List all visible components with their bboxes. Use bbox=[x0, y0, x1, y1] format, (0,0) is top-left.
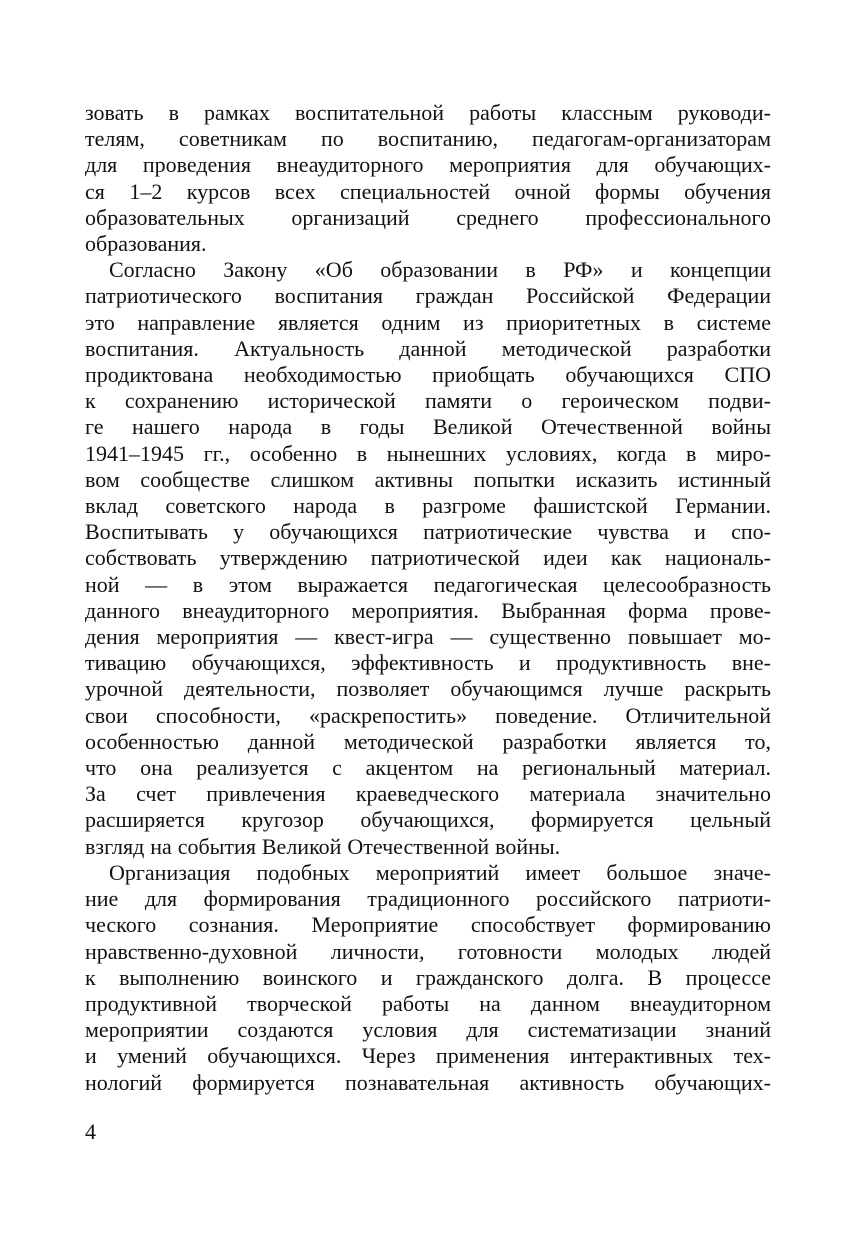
text-line: расширяется кругозор обучающихся, формируется цельный bbox=[85, 807, 771, 833]
text-line: к сохранению исторической памяти о героическом подви- bbox=[85, 388, 771, 414]
text-line: нологий формируется познавательная активность обучающих- bbox=[85, 1069, 771, 1095]
text-line: нравственно-духовной личности, готовности молодых людей bbox=[85, 938, 771, 964]
text-line: вом сообществе слишком активны попытки исказить истинный bbox=[85, 466, 771, 492]
text-line: урочной деятельности, позволяет обучающимся лучше раскрыть bbox=[85, 676, 771, 702]
text-line: 1941–1945 гг., особенно в нынешних условиях, когда в миро- bbox=[85, 440, 771, 466]
text-line: свои способности, «раскрепостить» поведение. Отличительной bbox=[85, 702, 771, 728]
text-line: особенностью данной методической разработки является то, bbox=[85, 728, 771, 754]
text-line: воспитания. Актуальность данной методической разработки bbox=[85, 335, 771, 361]
page-number: 4 bbox=[85, 1119, 96, 1144]
text-line: Согласно Закону «Об образовании в РФ» и концепции bbox=[109, 257, 771, 283]
text-line: к выполнению воинского и гражданского долга. В процессе bbox=[85, 964, 771, 990]
text-line: ге нашего народа в годы Великой Отечественной войны bbox=[85, 414, 771, 440]
text-line: ческого сознания. Мероприятие способствует формированию bbox=[85, 912, 771, 938]
text-line: дения мероприятия — квест-игра — существенно повышает мо- bbox=[85, 624, 771, 650]
paragraph bbox=[85, 100, 771, 257]
text-block bbox=[85, 100, 771, 1096]
text-line: что она реализуется с акцентом на региональный материал. bbox=[85, 755, 771, 781]
text-line: взгляд на события Великой Отечественной войны. bbox=[85, 833, 561, 859]
text-line: ние для формирования традиционного российского патриоти- bbox=[85, 886, 771, 912]
text-line: ной — в этом выражается педагогическая целесообразность bbox=[85, 571, 771, 597]
text-line: и умений обучающихся. Через применения интерактивных тех- bbox=[85, 1043, 771, 1069]
text-line: Организация подобных мероприятий имеет большое значе- bbox=[109, 859, 771, 885]
text-line: Воспитывать у обучающихся патриотические чувства и спо- bbox=[85, 519, 771, 545]
text-line: тивацию обучающихся, эффективность и продуктивность вне- bbox=[85, 650, 771, 676]
text-line: образования. bbox=[85, 231, 207, 257]
text-line: ся 1–2 курсов всех специальностей очной формы обучения bbox=[85, 178, 771, 204]
paragraph bbox=[85, 860, 771, 1096]
text-line: продиктована необходимостью приобщать обучающихся СПО bbox=[85, 362, 771, 388]
text-line: это направление является одним из приоритетных в системе bbox=[85, 309, 771, 335]
text-line: мероприятии создаются условия для систематизации знаний bbox=[85, 1017, 771, 1043]
text-line: для проведения внеаудиторного мероприятия для обучающих- bbox=[85, 152, 771, 178]
paragraph bbox=[85, 257, 771, 860]
text-line: образовательных организаций среднего профессионального bbox=[85, 204, 771, 230]
text-line: продуктивной творческой работы на данном внеаудиторном bbox=[85, 990, 771, 1016]
text-line: телям, советникам по воспитанию, педагогам-организаторам bbox=[85, 126, 771, 152]
text-line: зовать в рамках воспитательной работы классным руководи- bbox=[85, 100, 771, 125]
text-line: собствовать утверждению патриотической идеи как националь- bbox=[85, 545, 771, 571]
text-line: вклад советского народа в разгроме фашистской Германии. bbox=[85, 493, 771, 519]
text-line: патриотического воспитания граждан Российской Федерации bbox=[85, 283, 771, 309]
text-line: данного внеаудиторного мероприятия. Выбранная форма прове- bbox=[85, 597, 771, 623]
text-line: За счет привлечения краеведческого материала значительно bbox=[85, 781, 771, 807]
